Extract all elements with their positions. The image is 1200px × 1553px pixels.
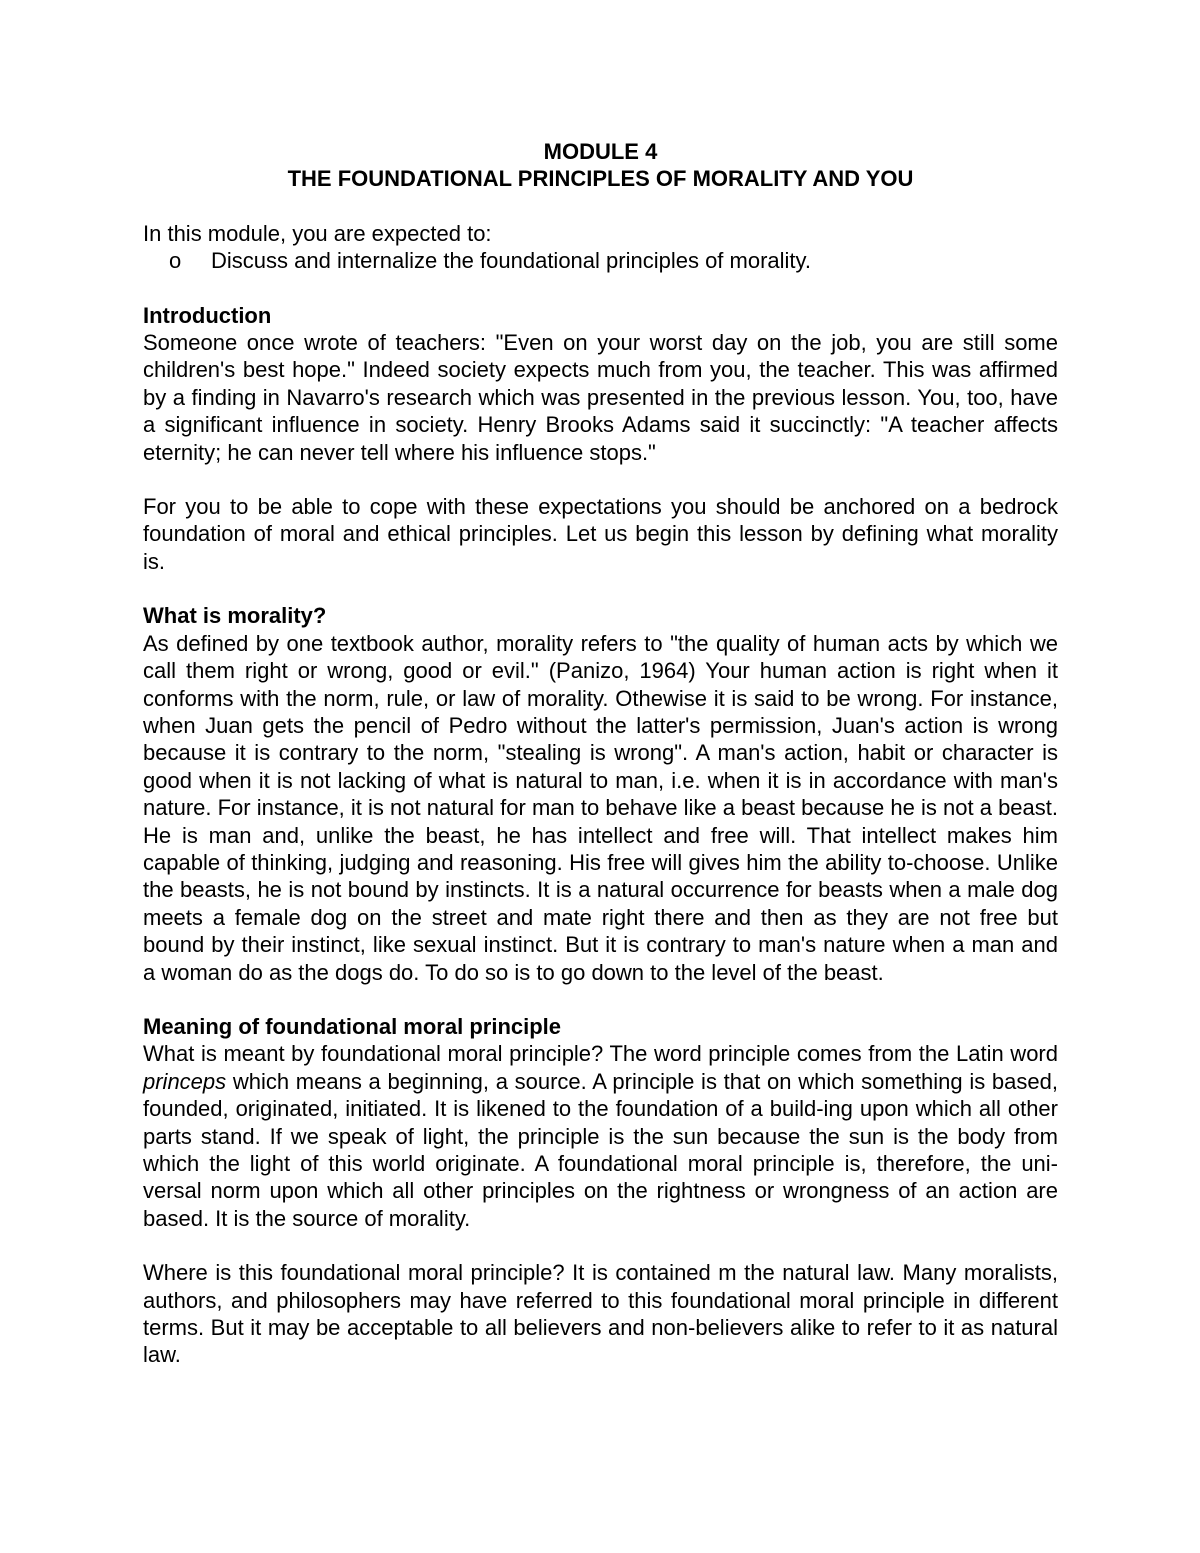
- objectives-list: [143, 247, 1058, 274]
- latin-term: princeps: [143, 1068, 227, 1094]
- morality-paragraph: As defined by one textbook author, morality refers to "the quality of human acts by which we call them right or wrong, good or evil." (Panizo, 1964) Your human action is right when it conforms with the norm, rule, or law of morality. Othewise it is said to be wrong. For instance, when Juan gets the pencil of Pedro without the latter's permission, Juan's action is wrong because it is contrary to the norm, "stealing is wrong". A man's action, habit or character is good when it is not lacking of what is natural to man, i.e. when it is in accordance with man's nature. For instance, it is not natural for man to behave like a beast because he is not a beast. He is man and, unlike the beast, he has intellect and free will. That intellect makes him capable of thinking, judging and reasoning. His free will gives him the ability to-choose. Unlike the beasts, he is not bound by instincts. It is a natural occurrence for beasts when a male dog meets a female dog on the street and mate right there and then as they are not free but bound by their instinct, like sexual instinct. But it is contrary to man's nature when a man and a woman do as the dogs do. To do so is to go down to the level of the beast.: [143, 630, 1058, 985]
- introduction-heading: Introduction: [143, 302, 272, 328]
- foundational-principle-paragraph-1: [143, 1040, 1058, 1232]
- bullet-icon: o: [169, 248, 182, 274]
- module-label: MODULE 4: [543, 139, 658, 164]
- morality-heading: What is morality?: [143, 603, 327, 629]
- introduction-paragraph-2: For you to be able to cope with these expectations you should be anchored on a bedrock foundation of moral and ethical principles. Let us begin this lesson by defining what morality is.: [143, 494, 1058, 574]
- module-title-block: [143, 138, 1058, 193]
- objective-text: Discuss and internalize the foundational principles of morality.: [211, 248, 812, 274]
- foundational-principle-paragraph-2: Where is this foundational moral principle? It is contained m the natural law. Many moralists, authors, and philosophers may have referred to this foundational moral principle in different terms. But it may be acceptable to all believers and non-believers alike to refer to it as natural law.: [143, 1260, 1058, 1368]
- module-title: THE FOUNDATIONAL PRINCIPLES OF MORALITY AND YOU: [287, 166, 914, 192]
- list-item: [143, 247, 1058, 274]
- objectives-lead: In this module, you are expected to:: [143, 220, 492, 246]
- introduction-paragraph-1: Someone once wrote of teachers: "Even on your worst day on the job, you are still some children's best hope." Indeed society expects much from you, the teacher. This was affirmed by a finding in Navarro's research which was presented in the previous lesson. You, too, have a significant influence in society. Henry Brooks Adams said it succinctly: "A teacher affects eternity; he can never tell where his influence stops.": [143, 330, 1058, 465]
- document-page: [143, 138, 1058, 1369]
- paragraph-text-start: What is meant by foundational moral principle? The word principle comes from the Latin word: [143, 1041, 1058, 1067]
- paragraph-text-end: which means a beginning, a source. A principle is that on which something is based, founded, originated, initiated. It is likened to the foundation of a build-ing upon which all other parts stand. If we speak of light, the principle is the sun because the sun is the body from which the light of this world originate. A foundational moral principle is, therefore, the uni-versal norm upon which all other principles on the rightness or wrongness of an action are based. It is the source of morality.: [143, 1068, 1058, 1231]
- foundational-principle-heading: Meaning of foundational moral principle: [143, 1013, 562, 1039]
